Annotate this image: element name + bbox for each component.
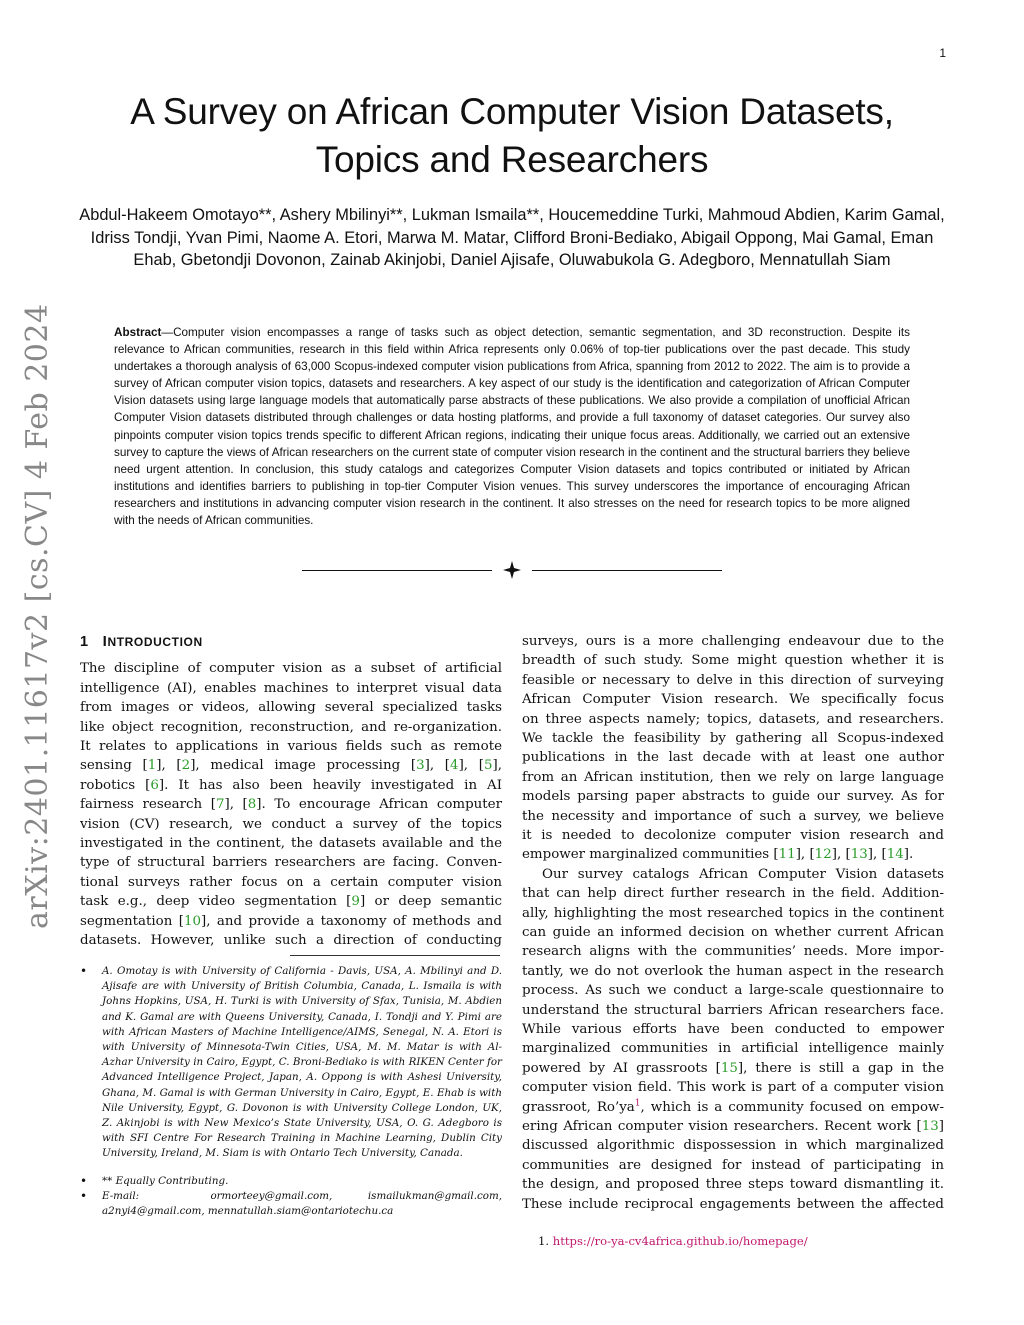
title-line-2: Topics and Researchers [315, 139, 709, 180]
text-line: empower marginalized communities [11], [12], [13], [14]. [522, 847, 914, 863]
text-line: sensing [1], [2], medical image processing [3], [4], [5], [80, 758, 503, 774]
text-line: computer vision field. This work is part of a computer vision [522, 1080, 944, 1096]
title-line-1: A Survey on African Computer Vision Datasets, [130, 91, 894, 132]
footnote-separator [290, 955, 500, 956]
text-line: marginalized communities in artificial intelligence mainly [522, 1041, 944, 1057]
text-line: African Computer Vision research. We specifically focus [522, 692, 944, 708]
section-title-rest: NTRODUCTION [107, 635, 203, 649]
text-line: that can help direct further research in the field. Addition- [522, 886, 944, 902]
email-list: ormorteey@gmail.com, ismailukman@gmail.com, a2nyi4@gmail.com, mennatullah.siam@ontariotechu.ca [102, 1189, 503, 1218]
text-line: understand the structural barriers African researchers face. [522, 1002, 944, 1018]
section-title-initial: I [102, 633, 108, 650]
text-line: discussed algorithmic dispossession in which marginalized [522, 1138, 944, 1154]
text-line: publications in the last decade with at least one author [522, 750, 944, 766]
text-line: it is needed to decolonize computer vision research and [522, 828, 944, 843]
text-line: the necessity and importance of such a survey, we believe [522, 808, 944, 824]
url-footnote [538, 1234, 808, 1248]
footnote-equal-contribution [80, 1174, 502, 1189]
divider-line-right [532, 570, 722, 571]
four-point-star-icon [502, 560, 522, 580]
text-line: robotics [6]. It has also been heavily investigated in AI [80, 777, 502, 793]
text-line: surveys, ours is a more challenging endeavour due to the [522, 634, 944, 649]
text-line: communities are designed for instead of participating in [522, 1157, 944, 1173]
bullet-icon: • [80, 1173, 88, 1188]
text-line: While various efforts have been conducted to empower [522, 1022, 944, 1037]
text-line: the design, and proposed three steps toward dismantling it. [522, 1177, 944, 1193]
abstract-label: Abstract [114, 326, 162, 339]
text-line: breadth of such study. Some might question whether it is [522, 653, 944, 669]
text-line: ering African computer vision researchers. Recent work [13] [522, 1119, 944, 1134]
text-line: from images or videos, allowing several specialized tasks [80, 700, 502, 716]
page-number: 1 [939, 46, 946, 60]
abstract [114, 324, 910, 529]
footnotes [80, 964, 502, 1231]
text-line: fairness research [7], [8]. To encourage African computer [80, 797, 503, 813]
text-line: tantly, we do not overlook the human aspect in the research [522, 963, 944, 979]
footnote-emails [80, 1189, 502, 1219]
text-line: These include reciprocal engagements between the affected [522, 1196, 944, 1212]
text-line: It relates to applications in various fields such as remote [80, 739, 502, 754]
text-line: research aligns with the communities’ needs. More impor- [522, 944, 944, 960]
equal-contribution-text: ** Equally Contributing. [102, 1174, 229, 1187]
text-line: The discipline of computer vision as a subset of artificial [80, 661, 502, 677]
text-line: investigated in the continent, the datasets available and the [80, 836, 502, 851]
text-line: powered by AI grassroots [15], there is still a gap in the [522, 1060, 944, 1076]
text-line: type of structural barriers researchers are facing. Conven- [80, 855, 502, 871]
text-line: vision (CV) research, we conduct a survey of the topics [80, 816, 502, 832]
left-column [80, 632, 503, 948]
text-line: models parsing paper abstracts to guide our survey. As for [522, 789, 944, 805]
text-line: like object recognition, reconstruction, and re-organization. [80, 719, 502, 735]
paper-title [60, 88, 964, 184]
text-line: tional surveys rather focus on a certain computer vision [80, 874, 502, 890]
divider-line-left [302, 570, 492, 571]
text-line: task e.g., deep video segmentation [9] or deep semantic [80, 894, 503, 910]
section-divider [302, 560, 722, 580]
affiliations-text: A. Omotay is with University of California - Davis, USA, A. Mbilinyi and D. Ajisafe are with University of British Columbia, Canada, L. Ismaila is with Johns Hopkins, USA, H. Turki is with University of Sfax, Tunisia, M. Abdien and K. Gamal are with Queens University, Canada, I. Tondji and Y. Pimi are with African Masters of Machine Intelligence/AIMS, Senegal, N. A. Etori is with University of Minnesota-Twin Cities, USA, M. M. Matar is with Al-Azhar University in Cairo, Egypt, C. Broni-Bediako is with RIKEN Center for Advanced Intelligence Project, Japan, A. Oppong is with Ashesi University, Ghana, M. Gamal is with German University in Cairo, Egypt, E. Ehab is with Nile University, Egypt, G. Dovonon is with University College London, UK, Z. Akinjobi is with New Mexico’s State University, USA, O. G. Adegboro is with SFI Centre For Research Training in Machine Learning, Dublin City University, Ireland, M. Siam is with Ontario Tech University, Canada. [102, 965, 502, 1160]
text-line: on three aspects namely; topics, datasets, and researchers. [522, 711, 944, 727]
email-label: E-mail: [102, 1189, 140, 1202]
text-line: grassroot, $Ro’ya^1$, which is a community focused on empow- [522, 1098, 944, 1115]
text-line: We tackle the feasibility by gathering all Scopus-indexed [522, 731, 944, 746]
url-footnote-number: 1. [538, 1234, 550, 1248]
bullet-icon: • [80, 1188, 88, 1203]
text-line: process. As such we conduct a large-scale questionnaire to [522, 983, 944, 999]
footnote-affiliations [80, 964, 502, 1162]
text-line: segmentation [10], and provide a taxonomy of methods and [80, 913, 503, 929]
text-line: ally, highlighting the most researched topics in the continent [522, 905, 944, 921]
abstract-text: —Computer vision encompasses a range of tasks such as object detection, semantic segmentation, and 3D reconstruction. Despite its relevance to African communities, research in this field within Africa represents only 0.06% of top-tier publications over the past decade. This study undertakes a thorough analysis of 63,000 Scopus-indexed computer vision publications from Africa, spanning from 2012 to 2022. The aim is to provide a survey of African computer vision topics, datasets and researchers. A key aspect of our study is the identification and categorization of African Computer Vision datasets using large language models that automatically parse abstracts of these publications. We also provide a compilation of unofficial African Computer Vision datasets distributed through challenges or data hosting platforms, and provide a full taxonomy of dataset categories. Our survey also pinpoints computer vision topics trends specific to different African regions, indicating their unique focus areas. Additionally, we carried out an extensive survey to capture the views of African researchers on the current state of computer vision research in the continent and the structural barriers they believe need urgent attention. In conclusion, this study catalogs and categorizes Computer Vision datasets and topics contributed or initiated by African institutions and identifies barriers to publishing in top-tier Computer Vision venues. This survey underscores the importance of encouraging African researchers and institutions in advancing computer vision research in the continent. It also stresses on the need for research topics to be more aligned with the needs of African communities. [114, 326, 910, 528]
author-list: Abdul-Hakeem Omotayo**, Ashery Mbilinyi**, Lukman Ismaila**, Houcemeddine Turki, Mahmoud Abdien, Karim Gamal, Idriss Tondji, Yvan Pimi, Naome A. Etori, Marwa M. Matar, Clifford Broni-Bediako, Abigail Oppong, Mai Gamal, Eman Ehab, Gbetondji Dovonon, Zainab Akinjobi, Daniel Ajisafe, Oluwabukola G. Adegboro, Mennatullah Siam [79, 206, 945, 269]
arxiv-identifier: arXiv:2401.11617v2 [cs.CV] 4 Feb 2024 [20, 303, 55, 929]
bullet-icon: • [80, 964, 88, 978]
text-line: datasets. However, unlike such a direction of conducting [80, 933, 502, 948]
homepage-link[interactable]: https://ro-ya-cv4africa.github.io/homepage/ [552, 1234, 808, 1248]
text-line: from an African institution, then we rely on large language [522, 769, 944, 785]
section-heading [80, 632, 502, 652]
section-number: 1 [80, 634, 89, 650]
text-line: feasible or necessary to delve in this direction of surveying [522, 672, 944, 688]
text-line: can guide an informed decision on whether current African [522, 925, 944, 940]
text-line: Our survey catalogs African Computer Vision datasets [542, 866, 944, 882]
text-line: intelligence (AI), enables machines to interpret visual data [80, 680, 502, 696]
